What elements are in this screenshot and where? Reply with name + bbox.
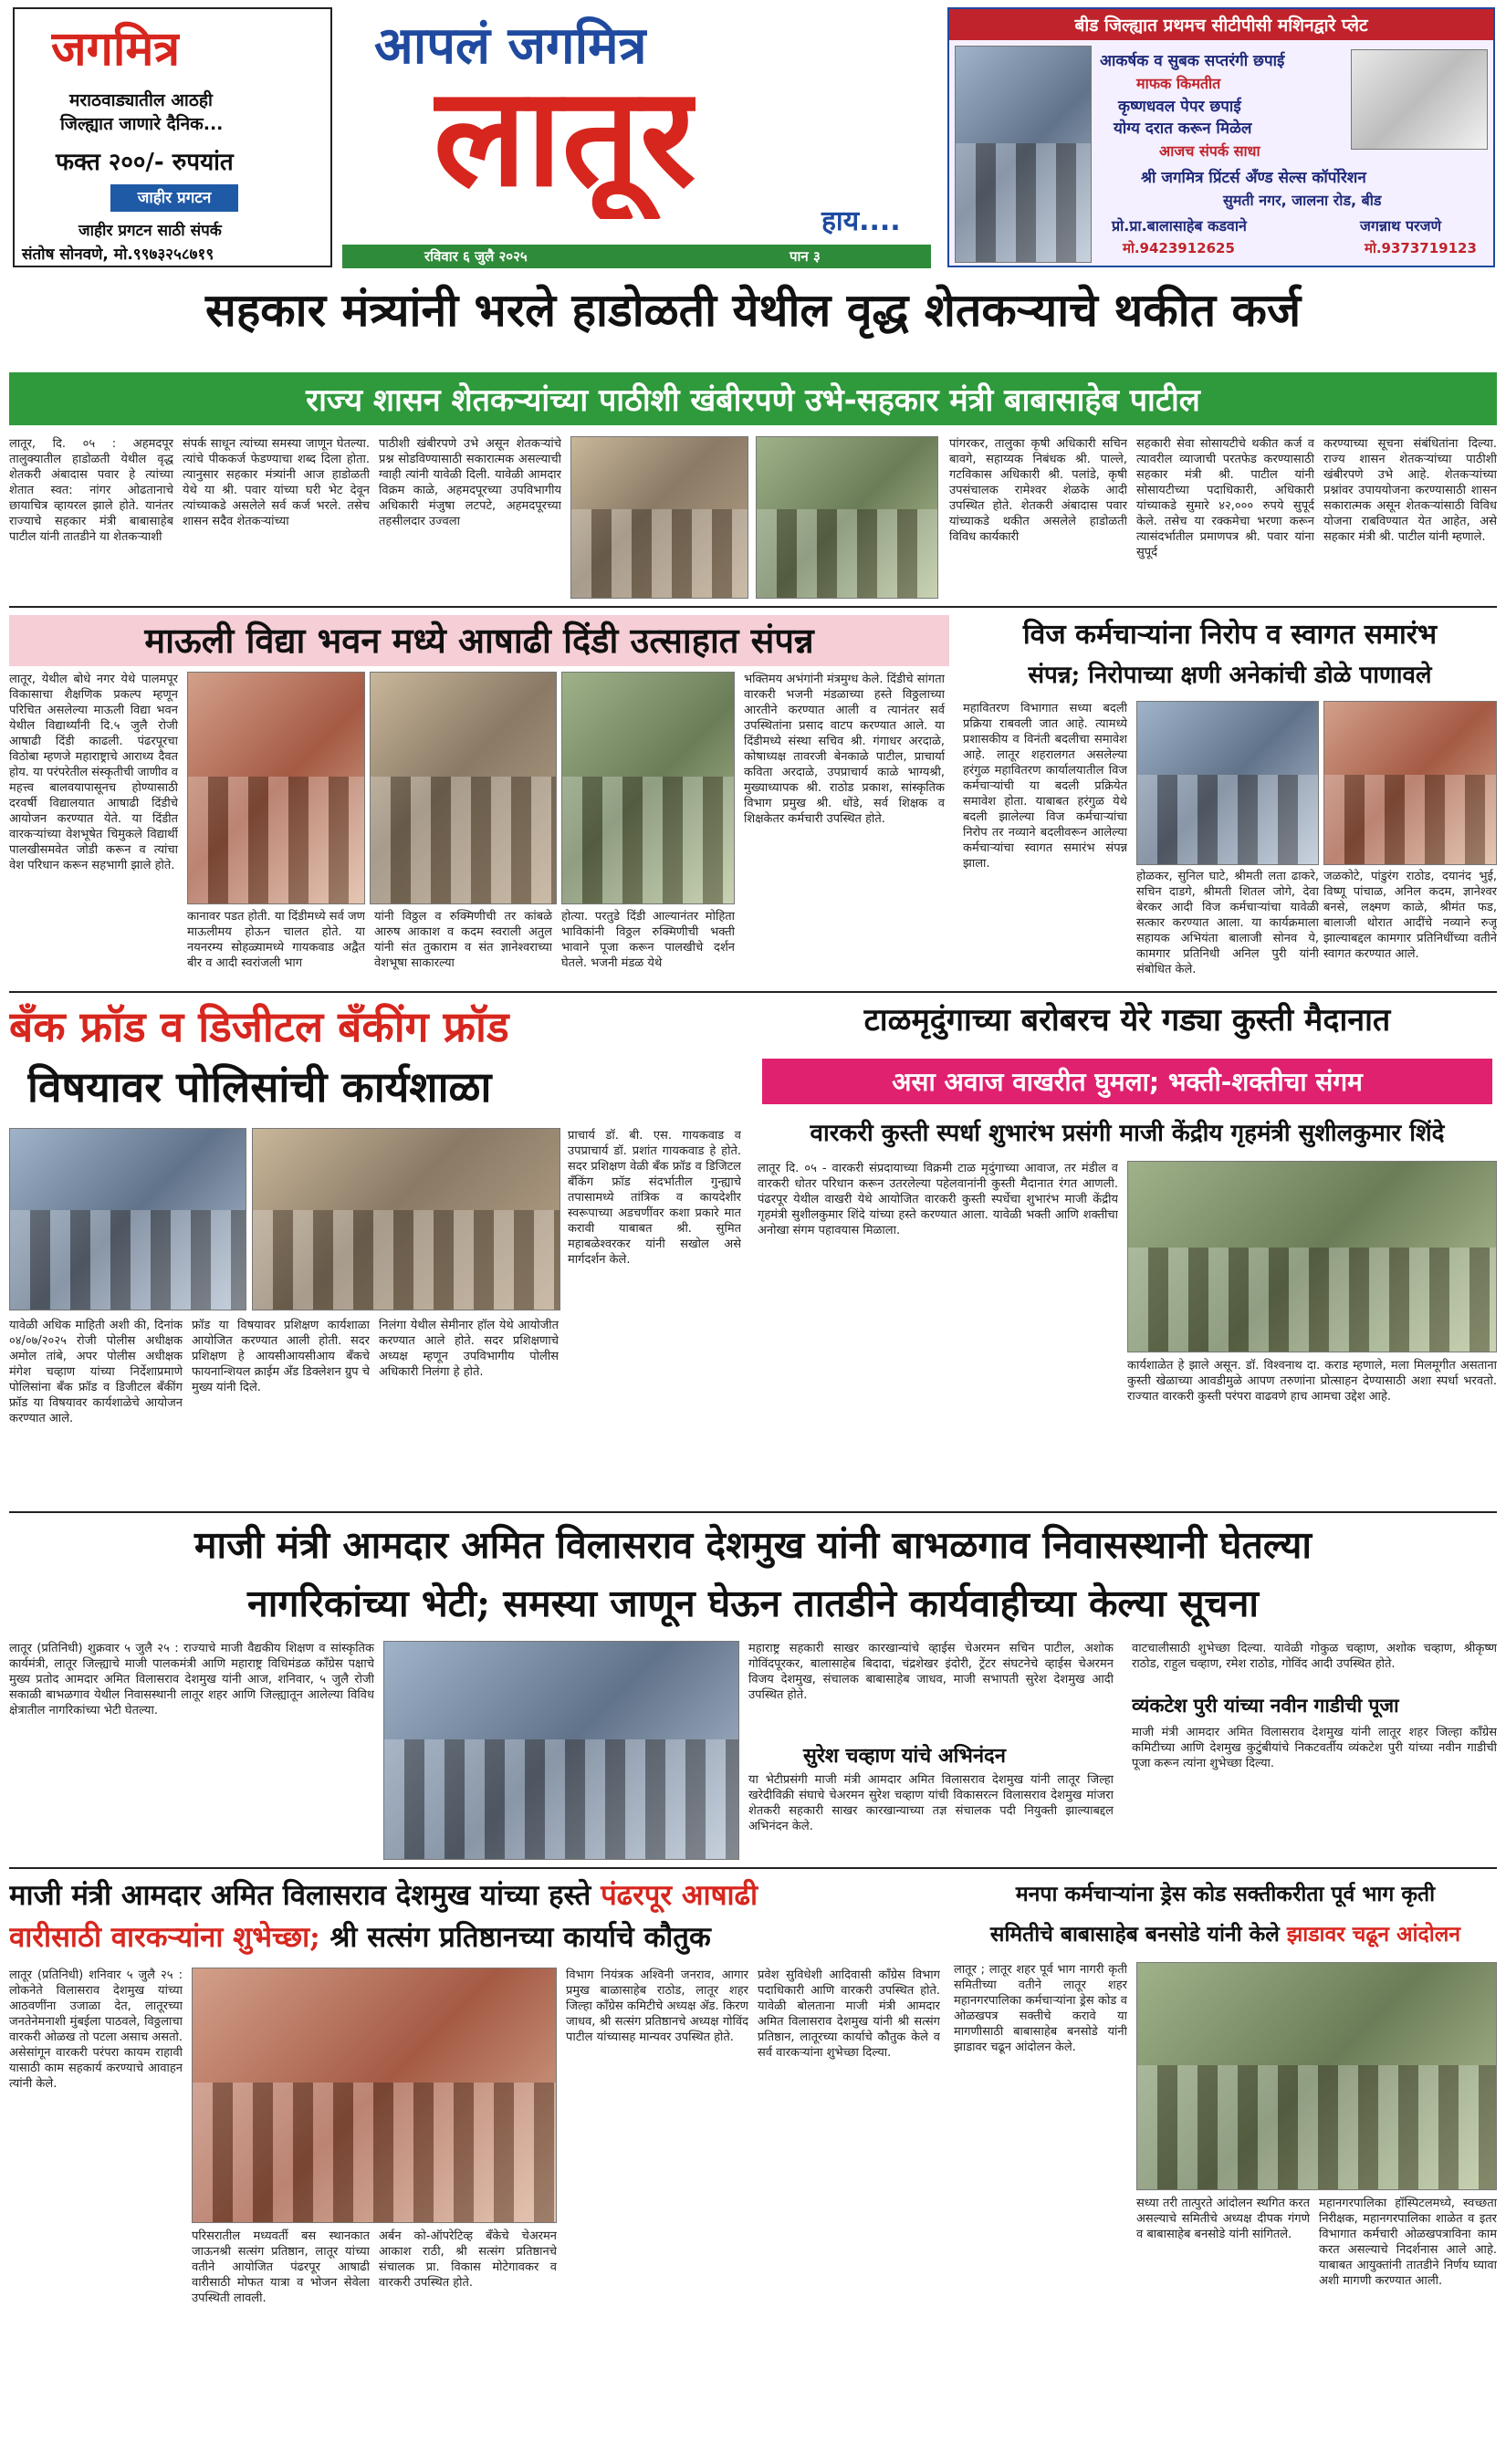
deshmukh2-headline-1 (9, 1874, 940, 1916)
manpa-caption-left: सध्या तरी तात्पुरते आंदोलन स्थगित करत असल्याचे समितीचे अध्यक्ष दीपक गंगणे व बाबासाहेब बनसोडे यांनी सांगितले. (1136, 2197, 1310, 2241)
farewell-caption-right: जळकोटे, पांडुरंग राठोड, दयानंद भुई, विष्णू पांचाळ, अनिल कदम, ज्ञानेश्वर बनसे, लक्ष्मण काळे, श्रीमंत फड, बालाजी थोरात आदींचे नव्याने रुजू झाल्याबद्दल कामगार प्रतिनिधींच्या वतीने स्वागत करण्यात आले. (1323, 870, 1497, 961)
kusti-body: लातूर दि. ०५ - वारकरी संप्रदायाच्या विक्रमी टाळ मृदुंगाच्या आवाज, तर मंडील व वारकरी धोतर परिधान करून उतरलेल्या पहेलवानांनी कुस्ती मैदानात रंगत आणली. पंढरपूर येथील वाखरी येथे आयोजित वारकरी कुस्ती स्पर्धेचा शुभारंभ माजी केंद्रीय गृहमंत्री सुशीलकुमार शिंदे यांच्या हस्ते करण्यात आला. यावेळी भक्ती आणि शक्तीचा अनोखा संगम पहावयास मिळाला. (758, 1162, 1118, 1237)
manpa-photo (1136, 1962, 1497, 2190)
left-ad-line2: जिल्ह्यात जाणारे दैनिक... (60, 114, 224, 134)
lead-col6: करण्याच्या सूचना संबंधितांना दिल्या. राज्य शासन शेतकऱ्यांच्या पाठीशी खंबीरपणे उभे आहे. शेतकऱ्यांच्या प्रश्नांवर उपाययोजना करण्यासाठी शासन सकारात्मक असून शेतकऱ्यांसाठी विविध योजना राबविण्यात येत आहेत, असे सहकार मंत्री श्री. पाटील यांनी म्हणाले. (1323, 437, 1497, 544)
left-ad-price: फक्त २००/- रुपयांत (56, 149, 234, 176)
right-ad-line4: योग्य दरात करून मिळेल (1114, 120, 1252, 138)
dindi-col1: लातूर, येथील बोधे नगर येथे पालमपूर विकासाचा शैक्षणिक प्रकल्प म्हणून परिचित असलेल्या माऊली विद्या भवन येथील विद्यार्थ्यांनी दि.५ जुलै रोजी आषाढी दिंडी काढली. पंढरपूरचा विठोबा म्हणजे महाराष्ट्राचे आराध्य दैवत होय. या परंपरेतील संस्कृतीची जाणीव व महत्त्व बालवयापासूनच होण्यासाठी दरवर्षी विद्यालयात आषाढी दिंडीचे आयोजन करण्यात येते. या दिंडीत वारकऱ्यांच्या वेशभूषेत चिमुकले विद्यार्थी पालखीसमवेत जोडी करून व त्यांचा वेश परिधान करून सहभागी झाले होते. (9, 673, 178, 872)
deshmukh2-headline-2 (9, 1916, 940, 1958)
farewell-caption-left: होळकर, सुनिल घाटे, श्रीमती लता ढाकरे, सचिन दाडगे, श्रीमती शितल जोगे, देवा बेरकर आदी विज कर्मचाऱ्यांचा यावेळी सत्कार करण्यात आला. या कार्यक्रमाला सहायक अभियंता बालाजी सोनव ये, कामगार प्रतिनिधी अनिल पुरी यांनी संबोधित केले. (1136, 870, 1319, 976)
manpa-col1: लातूर ; लातूर शहर पूर्व भाग नागरी कृती समितीच्या वतीने लातूर शहर महानगरपालिका कर्मचाऱ्यांना ड्रेस कोड व ओळखपत्र सक्तीचे करावे या मागणीसाठी बाबासाहेब बनसोडे यांनी झाडावर चढून आंदोलन केले. (954, 1963, 1127, 2054)
page-number: पान ३ (790, 248, 821, 265)
farewell-headline: विज कर्मचाऱ्यांना निरोप व स्वागत समारंभ (1022, 619, 1438, 651)
lead-col2: संपर्क साधून त्यांच्या समस्या जाणून घेतल्या. त्यांचे पीककर्ज फेडण्याचा शब्द दिला होता. त्यानुसार सहकार मंत्र्यांनी आज हाडोळती येथे या श्री. पवार यांच्या घरी भेट देवून त्यांच्याकडे असलेले सर्व कर्ज भरले. तसेच शासन सदैव शेतकऱ्यांच्या (183, 437, 370, 528)
dindi-col-right: भक्तिमय अभंगांनी मंत्रमुग्ध केले. दिंडीचे सांगता वारकरी भजनी मंडळाच्या हस्ते विठ्ठलाच्या आरतीने करण्यात आली व त्यानंतर सर्व उपस्थितांना प्रसाद वाटप करण्यात आले. या दिंडीमध्ये संस्था सचिव श्री. गंगाधर अरदाळे, कोषाध्यक्ष तावरजी बेनकाळे पाटील, प्राचार्या कविता अरदाळे, उपप्राचार्य काळे भाग्यश्री, मुख्याध्यापक श्री. राठोड प्रकाश, सांस्कृतिक विभाग प्रमुख श्री. धोंडे, सर्व शिक्षक व शिक्षकेतर कर्मचारी उपस्थित होते. (744, 673, 945, 826)
dindi-headline: माऊली विद्या भवन मध्ये आषाढी दिंडी उत्साहात संपन्न (9, 615, 949, 666)
deshmukh2-headline-1-black: माजी मंत्री आमदार अमित विलासराव देशमुख यांच्या हस्ते (9, 1879, 591, 1912)
bank-photo-2 (252, 1128, 560, 1310)
kusti-headline: टाळमृदुंगाच्या बरोबरच येरे गड्या कुस्ती मैदानात (863, 1002, 1391, 1039)
dindi-caption-2: यांनी विठ्ठल व रुक्मिणीची तर कांबळे आरुष आकाश व कदम स्वराली अतुल यांनी संत तुकाराम व संत ज्ञानेश्वराच्या वेशभूषा साकारल्या (374, 910, 552, 970)
deshmukh1-col-right: वाटचालीसाठी शुभेच्छा दिल्या. यावेळी गोकुळ चव्हाण, अशोक चव्हाण, श्रीकृष्ण राठोड, राहुल चव्हाण, रमेश राठोड, गोविंद आदी उपस्थित होते. (1132, 1642, 1497, 1671)
deshmukh1-col1: लातूर (प्रतिनिधी) शुक्रवार ५ जुलै २५ : राज्याचे माजी वैद्यकीय शिक्षण व सांस्कृतिक कार्यमंत्री, लातूर जिल्ह्याचे माजी पालकमंत्री आणि महाराष्ट्र विधिमंडळ काँग्रेस पक्षाचे मुख्य प्रतोद आमदार अमित विलासराव देशमुख यांनी आज, शनिवार, ५ जुलै रोजी सकाळी बाभळगाव येथील निवासस्थानी लातूर शहर आणि जिल्ह्यातून आलेल्या विविध क्षेत्रातील नागरिकांच्या भेटी घेतल्या. (9, 1642, 374, 1717)
deshmukh2-headline-2-red: वारीसाठी वारकऱ्यांना शुभेच्छा; (9, 1921, 320, 1954)
right-ad-contact-head: आजच संपर्क साधा (1159, 142, 1260, 160)
right-ad-line2: माफक किमतीत (1136, 75, 1221, 92)
deshmukh2-col2: परिसरातील मध्यवर्ती बस स्थानकात जाऊनश्री सत्संग प्रतिष्ठान, लातूर यांच्या वतीने आयोजित पंढरपूर आषाढी वारीसाठी मोफत यात्रा व भोजन सेवेला उपस्थिती लावली. (192, 2229, 370, 2305)
bank-photo-1 (9, 1128, 246, 1310)
deshmukh1-box2-body: माजी मंत्री आमदार अमित विलासराव देशमुख यांनी लातूर शहर जिल्हा काँग्रेस कमिटीच्या आणि देशमुख कुटुंबीयांचे निकटवर्तीय व्यंकटेश पुरी यांच्या नवीन गाडीची पूजा करून त्यांना शुभेच्छा दिल्या. (1132, 1726, 1497, 1770)
deshmukh2-photo (192, 1968, 557, 2223)
masthead-right-ad (947, 7, 1495, 267)
bank-headline-1: बँक फ्रॉड व डिजीटल बँकींग फ्रॉड (9, 1002, 509, 1051)
printer-image (1351, 49, 1488, 150)
right-ad-line3: कृष्णधवल पेपर छपाई (1118, 98, 1241, 116)
left-ad-line1: मराठवाड्यातील आठही (69, 90, 213, 110)
manpa-caption-right: महानगरपालिका हॉस्पिटलमध्ये, स्वच्छता निरीक्षक, महानगरपालिका शाळेत व इतर विभागात कर्मचारी ओळखपत्राविना काम करत असल्याचे निदर्शनास आले आहे. याबाबत आयुक्तांनी तातडीने निर्णय घ्यावा अशी मागणी करण्यात आली. (1319, 2197, 1497, 2288)
right-ad-person2: जगन्नाथ परजणे (1360, 217, 1442, 235)
deshmukh1-headline-2: नागरिकांच्या भेटी; समस्या जाणून घेऊन तातडीने कार्यवाहीच्या केल्या सूचना (247, 1582, 1259, 1625)
manpa-headline-1: मनपा कर्मचाऱ्यांना ड्रेस कोड सक्तीकरीता पूर्व भाग कृती (1015, 1882, 1436, 1906)
deshmukh2-col1: लातूर (प्रतिनिधी) शनिवार ५ जुलै २५ : लोकनेते विलासराव देशमुख यांच्या आठवणींना उजाळा देत, लातूरच्या जनतेनेमनाशी मुंबईला पाठवले, विठ्ठलाचा वारकरी ओळख तो पटला असाच असतो. असेसांगून वारकरी परंपरा कायम राहावी यासाठी काम सहकार्य करण्याचे आवाहन त्यांनी केले. (9, 1968, 183, 2091)
lead-subhead: राज्य शासन शेतकऱ्यांच्या पाठीशी खंबीरपणे उभे-सहकार मंत्री बाबासाहेब पाटील (9, 372, 1497, 425)
bank-col-right: प्राचार्य डॉ. बी. एस. गायकवाड व उपप्राचार्य डॉ. प्रशांत गायकवाड हे होते. सदर प्रशिक्षण वेळी बँक फ्रॉड व डिजिटल बँकिंग फ्रॉड संदर्भातील गुन्ह्याचे तपासामध्ये तांत्रिक व कायदेशीर स्वरूपाच्या अडचणींवर कशा प्रकारे मात करावी याबाबत श्री. सुमित महाबळेश्वरकर यांनी सखोल असे मार्गदर्शन केले. (568, 1129, 741, 1267)
farewell-photo-1 (1136, 701, 1319, 865)
lead-col4: पांगरकर, तालुका कृषी अधिकारी सचिन बावगे, सहाय्यक निबंधक श्री. पाल्ले, गटविकास अधिकारी श्री. पलांडे, कृषी उपसंचालक रामेश्वर शेळके आदी उपस्थित होते. शेतकरी अंबादास पवार यांच्याकडे थकीत असलेले हाडोळती विविध कार्यकारी (949, 437, 1127, 544)
deshmukh2-headline-1-red: पंढरपूर आषाढी (601, 1879, 758, 1912)
deshmukh1-box-title: सुरेश चव्हाण यांचे अभिनंदन (803, 1744, 1006, 1768)
deshmukh1-box-body: या भेटीप्रसंगी माजी मंत्री आमदार अमित विलासराव देशमुख यांनी लातूर जिल्हा खरेदीविक्री संघाचे चेअरमन सुरेश चव्हाण यांची विकासरत्न विलासराव देशमुख मांजरा शेतकरी सहकारी साखर कारखान्याच्या तज्ञ संचालक पदी नियुक्ती झाल्याबद्दल अभिनंदन केले. (748, 1773, 1114, 1833)
masthead-title-main: लातूर (434, 57, 696, 217)
lead-col5: सहकारी सेवा सोसायटीचे थकीत कर्ज व त्यावरील व्याजाची परतफेड करण्यासाठी सहकार मंत्री श्री. पाटील यांनी सोसायटीच्या पदाधिकारी, अधिकारी यांच्याकडे सुमारे ४२,००० रुपये सुपूर्द केले. तसेच या रक्कमेचा भरणा करून त्यासंदर्भातील प्रमाणपत्र श्री. पवार यांना सुपूर्द (1136, 437, 1314, 559)
deshmukh1-col-mid: महाराष्ट्र सहकारी साखर कारखान्यांचे व्हाईस चेअरमन सचिन पाटील, अशोक गोविंदपूरकर, बालासाहेब बिदादा, चंद्रशेखर इंदोरी, ट्रेंटर संघटनेचे व्हाईस चेअरमन विजय देशमुख, संचालक बाबासाहेब जाधव, माजी सभापती सुरेश देशमुख आदी उपस्थित होते. (748, 1642, 1114, 1702)
lead-headline: सहकार मंत्र्यांनी भरले हाडोळती येथील वृद्ध शेतकऱ्याचे थकीत कर्ज (204, 283, 1302, 337)
lead-photo-1 (570, 436, 748, 599)
left-ad-contact: संतोष सोनवणे, मो.९९७३२५८७१९ (22, 245, 214, 264)
dindi-photo-2 (370, 672, 557, 904)
dindi-caption-3: होत्या. परतुडे दिंडी आल्यानंतर मोहिता भाविकांनी विठ्ठल रुक्मिणीची भक्ती भावाने पूजा करून पालखीचे दर्शन घेतले. भजनी मंडळ येथे (561, 910, 735, 970)
right-ad-phone2: मो.9373719123 (1365, 240, 1477, 256)
deshmukh2-col4: विभाग नियंत्रक अश्विनी जनराव, आगार प्रमुख बाळासाहेब राठोड, लातूर शहर जिल्हा काँग्रेस कमिटीचे अध्यक्ष ॲड. किरण जाधव, श्री सत्संग प्रतिष्ठानचे अध्यक्ष गोविंद पाटील यांच्यासह मान्यवर उपस्थित होते. (566, 1968, 748, 2044)
kusti-caption: कार्यशाळेत हे झाले असून. डॉ. विश्वनाथ दा. कराड म्हणाले, मला मिलमूगीत असताना कुस्ती खेळाच्या आवडीमुळे आपण तरुणांना प्रोत्साहन देण्यासाठी अशा स्पर्धा भरवतो. राज्यात वारकरी कुस्ती परंपरा वाढवणे हाच आमचा उद्देश आहे. (1127, 1359, 1497, 1404)
deshmukh1-photo (383, 1641, 739, 1860)
right-ad-company: श्री जगमित्र प्रिंटर्स अँण्ड सेल्स कॉर्पोरेशन (1141, 169, 1366, 187)
issue-date: रविवार ६ जुलै २०२५ (424, 248, 528, 265)
divider (9, 1867, 1497, 1869)
divider (9, 606, 1497, 608)
dindi-caption-1: कानावर पडत होती. या दिंडीमध्ये सर्व जण माऊलीमय होऊन चालत होते. या नयनरम्य सोहळ्यामध्ये गायकवाड अद्वैत बीर व आदी स्वरांजली भाग (187, 910, 365, 970)
kusti-subhead: असा अवाज वाखरीत घुमला; भक्ती-शक्तीचा संगम (762, 1059, 1492, 1104)
bank-col3: निलंगा येथील सेमीनार हॉल येथे आयोजीत करण्यात आले होते. सदर प्रशिक्षणाचे अध्यक्ष म्हणून उपविभागीय पोलीस अधिकारी निलंगा हे होते. (379, 1319, 559, 1379)
manpa-headline-2-black: समितीचे बाबासाहेब बनसोडे यांनी केले (989, 1922, 1280, 1947)
masthead-title-top: आपलं जगमित्र (374, 16, 647, 76)
divider (9, 991, 1497, 993)
lead-col3: पाठीशी खंबीरपणे उभे असून शेतकऱ्यांचे प्रश्न सोडविण्यासाठी सकारात्मक असल्याची ग्वाही त्यांनी यावेळी दिली. यावेळी आमदार विक्रम काळे, अहमदपूरच्या उपविभागीय अधिकारी मंजुषा लटपटे, अहमदपूरच्या तहसीलदार उज्वला (379, 437, 561, 528)
left-ad-brand: जगमित्र (51, 21, 181, 77)
bank-headline-2: विषयावर पोलिसांची कार्यशाळा (27, 1062, 492, 1112)
masthead-tagline: हाय.... (821, 205, 901, 237)
divider (9, 1511, 1497, 1513)
kusti-headline-2: वारकरी कुस्ती स्पर्धा शुभारंभ प्रसंगी माजी केंद्रीय गृहमंत्री सुशीलकुमार शिंदे (810, 1120, 1445, 1147)
dindi-photo-1 (187, 672, 365, 904)
deshmukh1-headline-1: माजी मंत्री आमदार अमित विलासराव देशमुख यांनी बाभळगाव निवासस्थानी घेतल्या (193, 1523, 1313, 1567)
farewell-col1: महावितरण विभागात सध्या बदली प्रक्रिया राबवली जात आहे. त्यामध्ये प्रशासकीय व विनंती बदलीचा समावेश आहे. लातूर शहरालगत असलेल्या हरंगुळ महावितरण कार्यालयातील विज कर्मचाऱ्यांची या बदली प्रक्रियेत समावेश होता. याबाबत हरंगुळ येथे बदली झालेल्या विज कर्मचाऱ्यांचा निरोप तर नव्याने बदलीवरून आलेल्या कर्मचाऱ्यांचा स्वागत समारंभ संपन्न झाला. (963, 702, 1127, 871)
right-ad-line1: आकर्षक व सुबक सप्तरंगी छपाई (1100, 52, 1285, 70)
deshmukh2-col5: प्रवेश सुविधेशी आदिवासी काँग्रेस विभाग पदाधिकारी आणि वारकरी उपस्थित होते. यावेळी बोलताना माजी मंत्री आमदार अमित विलासराव देशमुख यांनी श्री सत्संग प्रतिष्ठान, लातूरच्या कार्याचे कौतुक केले व सर्व वारकऱ्यांना शुभेच्छा दिल्या. (758, 1968, 940, 2060)
bank-col1: यावेळी अधिक माहिती अशी की, दिनांक ०४/०७/२०२५ रोजी पोलीस अधीक्षक अमोल तांबे, अपर पोलीस अधीक्षक मंगेश चव्हाण यांच्या निर्देशाप्रमाणे पोलिसांना बँक फ्रॉड व डिजीटल बँकींग फ्रॉड या विषयावर कार्यशाळेचे आयोजन करण्यात आले. (9, 1319, 183, 1425)
manpa-headline-2 (954, 1916, 1497, 1953)
left-ad-tag: जाहीर प्रगटन (110, 184, 238, 212)
right-ad-person1: प्रो.प्रा.बालासाहेब कडवाने (1112, 217, 1247, 235)
lead-col1: लातूर, दि. ०५ : अहमदपूर तालुक्यातील हाडोळती येथील वृद्ध शेतकरी अंबादास पवार हे त्यांच्या शेतात स्वत: नांगर ओढतानाचे छायाचित्र व्हायरल झाले होते. यानंतर राज्याचे सहकार मंत्री बाबासाहेब पाटील यांनी तातडीने या शेतकऱ्याशी (9, 437, 173, 544)
press-machine-image (955, 46, 1092, 263)
left-ad-contact-label: जाहीर प्रगटन साठी संपर्क (78, 222, 222, 240)
right-ad-address: सुमती नगर, जालना रोड, बीड (1223, 192, 1382, 209)
farewell-photo-2 (1323, 701, 1497, 865)
farewell-subhead: संपन्न; निरोपाच्या क्षणी अनेकांची डोळे पाणावले (1028, 662, 1432, 689)
deshmukh2-col3: अर्बन को-ऑपरेटिव्ह बँकेचे चेअरमन आकाश राठी, श्री सत्संग प्रतिष्ठानचे संचालक प्रा. विकास मोटेगावकर व वारकरी उपस्थित होते. (379, 2229, 557, 2290)
masthead-left-ad (13, 7, 332, 267)
right-ad-phone1: मो.9423912625 (1123, 240, 1235, 256)
deshmukh1-box2-title: व्यंकटेश पुरी यांच्या नवीन गाडीची पूजा (1132, 1694, 1399, 1717)
date-bar (342, 245, 931, 268)
manpa-headline-2-red: झाडावर चढून आंदोलन (1286, 1922, 1461, 1947)
dindi-photo-3 (561, 672, 735, 904)
right-ad-title: बीड जिल्ह्यात प्रथमच सीटीपीसी मशिनद्वारे प्लेट (949, 9, 1493, 40)
bank-col2: फ्रॉड या विषयावर प्रशिक्षण कार्यशाळा आयोजित करण्यात आली होती. सदर प्रशिक्षण हे आयसीआयसीआय बँकचे फायनान्शियल क्राईम अँड डिक्लेशन ग्रुप चे मुख्य यांनी दिले. (192, 1319, 370, 1394)
deshmukh2-headline-2-black: श्री सत्संग प्रतिष्ठानच्या कार्याचे कौतुक (329, 1921, 711, 1954)
lead-photo-2 (756, 436, 938, 599)
kusti-photo (1127, 1161, 1497, 1352)
masthead-title (347, 9, 931, 242)
